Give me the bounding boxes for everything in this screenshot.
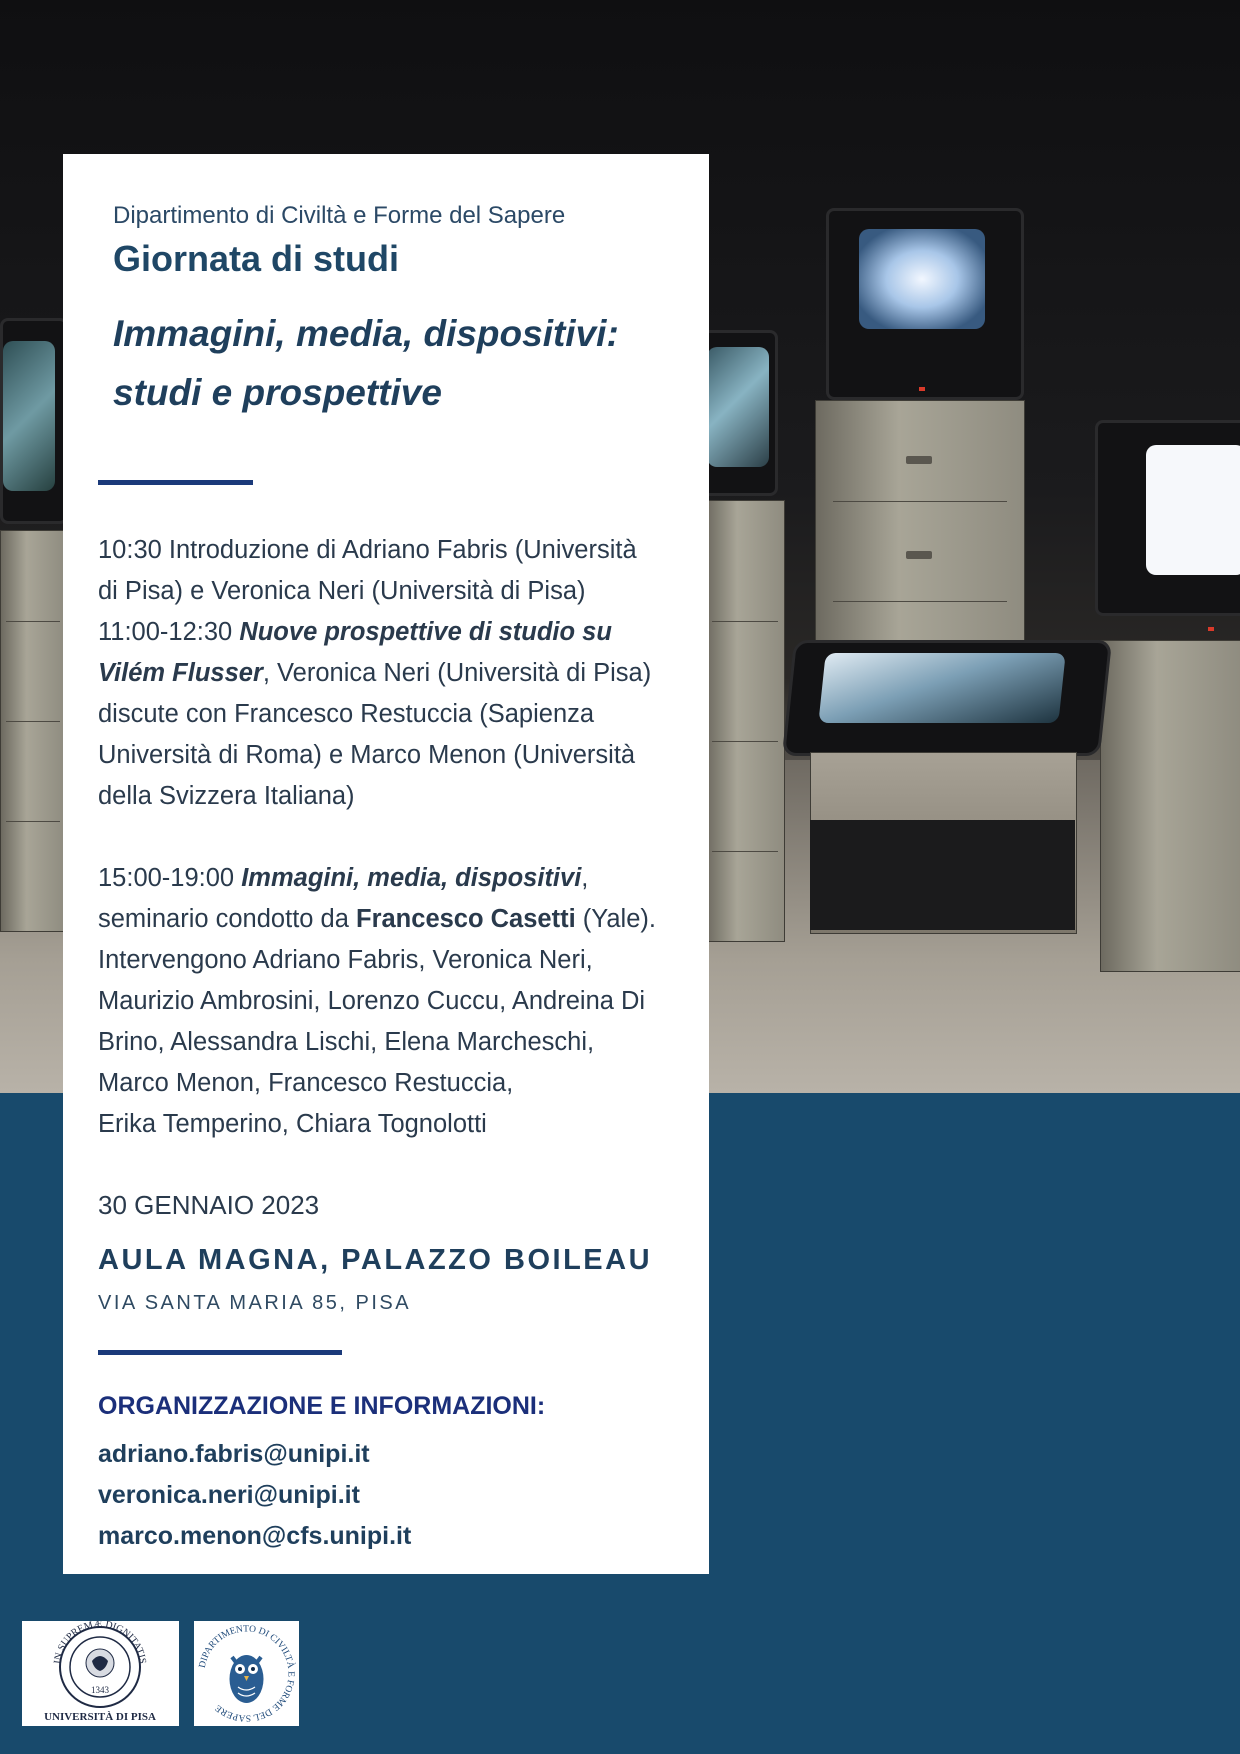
unipi-seal-year: 1343 [91, 1685, 109, 1695]
divider-rule [98, 1350, 342, 1355]
info-card [63, 154, 709, 1574]
divider-rule [98, 480, 253, 485]
session-title: Immagini, media, dispositivi [241, 864, 582, 892]
session-title: Nuove prospettive di studio su [239, 618, 612, 646]
filing-cabinet-left [0, 530, 66, 932]
event-type: Giornata di studi [113, 238, 400, 279]
program-line: seminario condotto da Francesco Casetti (Yale). [98, 905, 656, 933]
event-title-line2: studi e prospettive [113, 372, 442, 413]
session-time: 11:00-12:30 [98, 618, 240, 646]
event-title [113, 304, 673, 422]
unipi-logo [22, 1621, 179, 1726]
program-line: Maurizio Ambrosini, Lorenzo Cuccu, Andreina Di [98, 987, 646, 1015]
speaker-name: Francesco Casetti [356, 905, 576, 933]
unipi-seal-text: IN SUPREMÆ DIGNITATIS [52, 1621, 148, 1665]
program-line: 15:00-19:00 Immagini, media, dispositivi, [98, 864, 589, 892]
event-address: VIA SANTA MARIA 85, PISA [98, 1292, 412, 1314]
program-line: Intervengono Adriano Fabris, Veronica Neri, [98, 946, 593, 974]
program-line: 10:30 Introduzione di Adriano Fabris (Università [98, 536, 637, 564]
session-time: 15:00-19:00 [98, 864, 242, 892]
session-title: Vilém Flusser [98, 659, 263, 687]
filing-cabinet-center [705, 500, 785, 942]
program-line: Brino, Alessandra Lischi, Elena Marcheschi, [98, 1028, 595, 1056]
console-pedestal [810, 820, 1075, 930]
tv-monitor-center [700, 330, 778, 496]
email-link[interactable]: adriano.fabris@unipi.it [98, 1440, 370, 1468]
program-line: discute con Francesco Restuccia (Sapienza [98, 700, 595, 728]
unipi-caption: UNIVERSITÀ DI PISA [44, 1711, 156, 1723]
department-name: Dipartimento di Civiltà e Forme del Sapere [113, 202, 566, 229]
event-venue: AULA MAGNA, PALAZZO BOILEAU [98, 1244, 653, 1276]
tv-monitor-left [0, 318, 68, 524]
program-line: Vilém Flusser, Veronica Neri (Università di Pisa) [98, 659, 652, 687]
unipi-seal-icon [22, 1621, 179, 1726]
filing-cabinet-right [1100, 640, 1240, 972]
event-title-line1: Immagini, media, dispositivi: [113, 313, 619, 354]
tv-monitor-right [1095, 420, 1240, 616]
event-date: 30 GENNAIO 2023 [98, 1190, 320, 1220]
department-logo [194, 1621, 299, 1726]
program-line: Marco Menon, Francesco Restuccia, [98, 1069, 514, 1097]
owl-icon [194, 1621, 299, 1726]
email-link[interactable]: veronica.neri@unipi.it [98, 1481, 360, 1509]
tv-console [782, 640, 1112, 756]
program-line: della Svizzera Italiana) [98, 782, 355, 810]
tv-monitor-top [826, 208, 1024, 400]
dept-ring-text: DIPARTIMENTO DI CIVILTÀ E FORME DEL SAPERE [197, 1624, 296, 1723]
contact-emails [98, 1434, 411, 1557]
program-line: Università di Roma) e Marco Menon (Università [98, 741, 636, 769]
program-line [98, 612, 688, 653]
program-line: di Pisa) e Veronica Neri (Università di Pisa) [98, 577, 586, 605]
contacts-heading: ORGANIZZAZIONE E INFORMAZIONI: [98, 1392, 546, 1420]
program [98, 530, 688, 1145]
program-line: Erika Temperino, Chiara Tognolotti [98, 1110, 487, 1138]
email-link[interactable]: marco.menon@cfs.unipi.it [98, 1522, 412, 1550]
